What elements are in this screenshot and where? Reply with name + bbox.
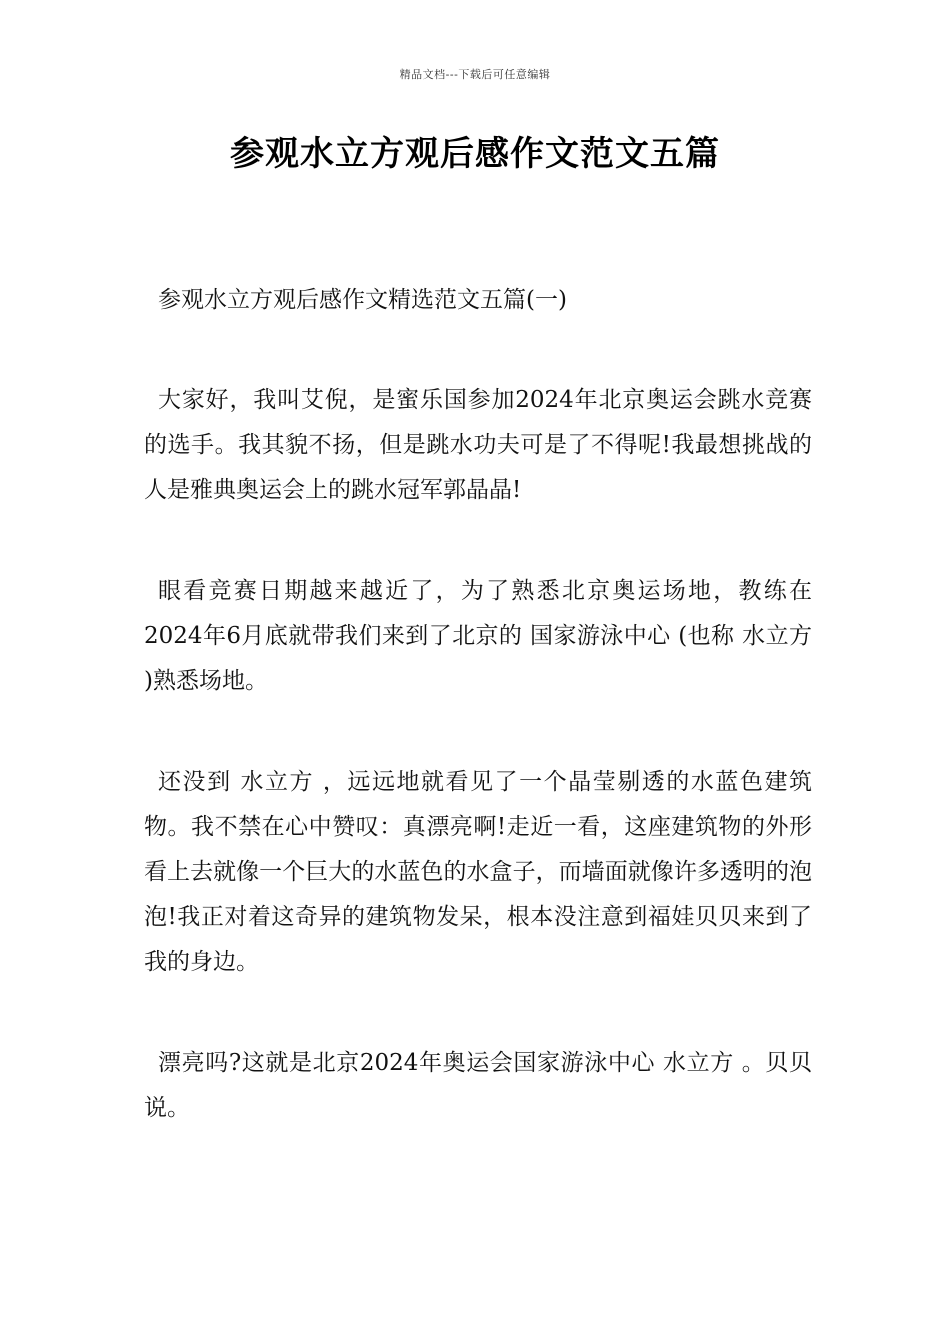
page-title: 参观水立方观后感作文范文五篇: [230, 134, 720, 174]
paragraph: 大家好，我叫艾倪，是蜜乐国参加2024年北京奥运会跳水竞赛的选手。我其貌不扬，但是跳水功夫可是了不得呢!我最想挑战的人是雅典奥运会上的跳水冠军郭晶晶!: [144, 387, 812, 503]
paragraph: 漂亮吗?这就是北京2024年奥运会国家游泳中心 水立方 。贝贝说。: [144, 1050, 812, 1121]
document-body: [144, 278, 812, 1187]
paragraph: 眼看竞赛日期越来越近了，为了熟悉北京奥运场地，教练在2024年6月底就带我们来到了北京的 国家游泳中心 (也称 水立方 )熟悉场地。: [144, 578, 812, 694]
header-note: 精品文档---下载后可任意编辑: [399, 68, 551, 81]
paragraph: 还没到 水立方 ，远远地就看见了一个晶莹剔透的水蓝色建筑物。我不禁在心中赞叹：真漂亮啊!走近一看，这座建筑物的外形看上去就像一个巨大的水蓝色的水盒子，而墙面就像许多透明的泡泡!我正对着这奇异的建筑物发呆，根本没注意到福娃贝贝来到了我的身边。: [144, 769, 812, 975]
section-heading: 参观水立方观后感作文精选范文五篇(一): [158, 287, 567, 313]
